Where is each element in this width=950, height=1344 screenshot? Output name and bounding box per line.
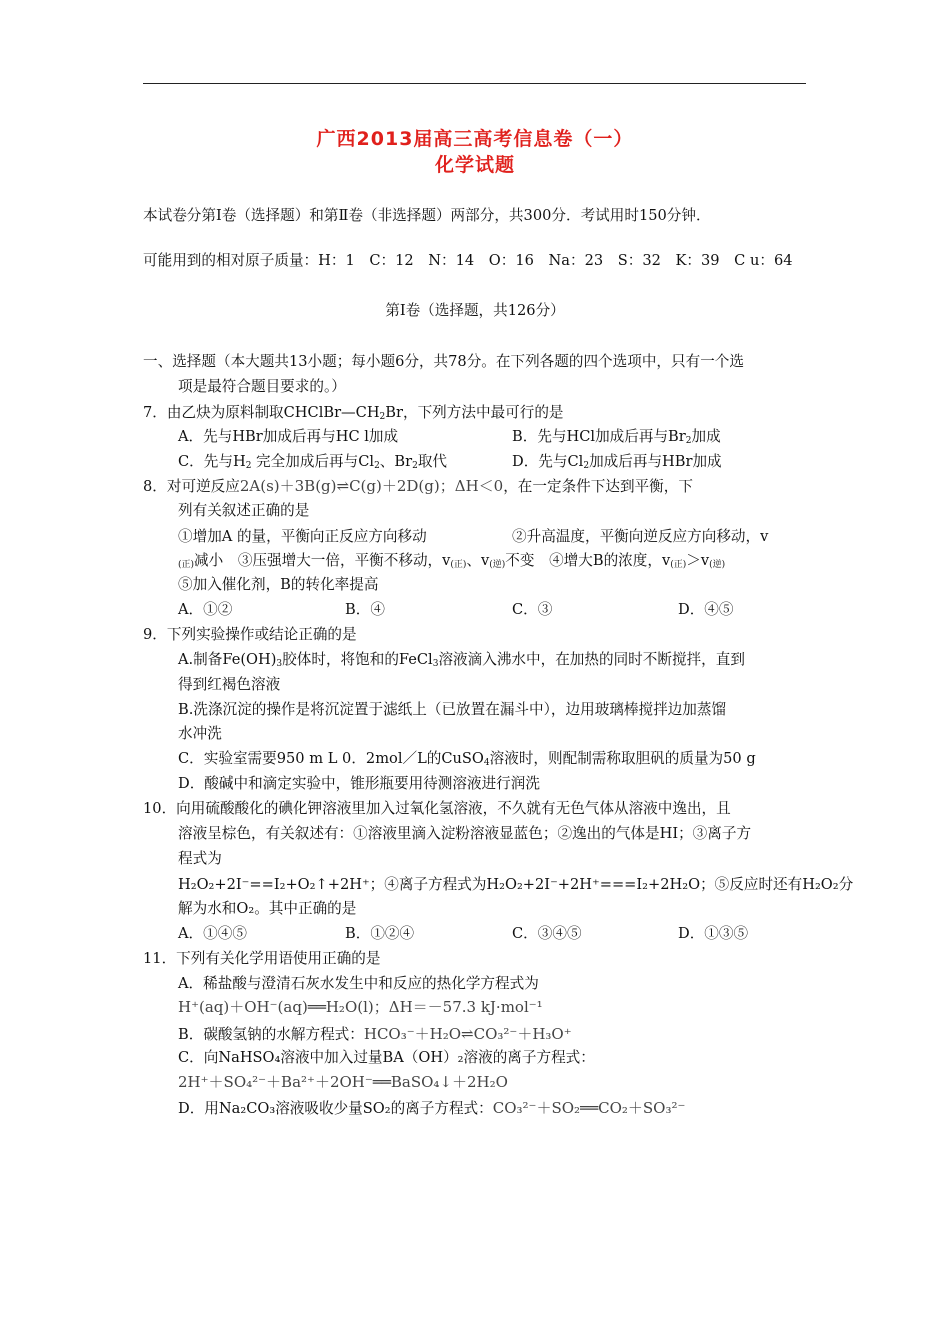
page-subtitle: 化学试题 xyxy=(434,154,515,176)
q11-option-b: B．碳酸氢钠的水解方程式：HCO₃⁻＋H₂O⇌CO₃²⁻＋H₃O⁺ xyxy=(178,1025,572,1043)
q8-option-d: D．④⑤ xyxy=(678,601,734,618)
q11-option-a: A．稀盐酸与澄清石灰水发生中和反应的热化学方程式为 xyxy=(178,975,539,992)
q8-statement-3-4: $_{(正)}$减小 ③压强增大一倍，平衡不移动，$v_{(正)}$、$v_{(逆)}$不变 ④增大B的浓度，$v_{(正)}>v_{(逆)}$ xyxy=(178,552,726,570)
q11-stem: 11．下列有关化学用语使用正确的是 xyxy=(143,950,381,967)
q8-stem: 8．对可逆反应2A(s)＋3B(g)⇌C(g)＋2D(g)；ΔH＜0，在一定条件下达到平衡，下 xyxy=(143,477,693,495)
q8-option-a: A．①② xyxy=(178,601,233,618)
q10-option-c: C．③④⑤ xyxy=(512,925,582,942)
q8-stem-cont: 列有关叙述正确的是 xyxy=(178,502,310,519)
part1-instruction-cont: 项是最符合题目要求的。） xyxy=(178,378,346,395)
q8-statement-1: ①增加A 的量，平衡向正反应方向移动 xyxy=(178,528,427,545)
q10-option-d: D．①③⑤ xyxy=(678,925,749,942)
top-rule xyxy=(143,83,806,84)
q9-option-a-cont: 得到红褐色溶液 xyxy=(178,676,281,693)
q9-option-c: C．实验室需要950 m L 0．2mol／L的CuSO$_4$溶液时，则配制需称取胆矾的质量为50 g xyxy=(178,750,756,768)
q11-option-c: C．向NaHSO₄溶液中加入过量BA（OH）₂溶液的离子方程式： xyxy=(178,1049,595,1066)
q7-option-d: D．先与$Cl_2$加成后再与HBr加成 xyxy=(512,453,722,471)
q9-option-d: D．酸碱中和滴定实验中，锥形瓶要用待测溶液进行润洗 xyxy=(178,775,540,792)
part1-instruction: 一、选择题（本大题共13小题；每小题6分，共78分。在下列各题的四个选项中，只有一个选 xyxy=(143,353,744,370)
q8-statement-2: ②升高温度，平衡向逆反应方向移动，v xyxy=(512,528,769,545)
q10-stem-cont4: 解为水和O₂。其中正确的是 xyxy=(178,900,357,917)
q7-option-a: A．先与HBr加成后再与HC l加成 xyxy=(178,428,399,445)
q10-option-b: B．①②④ xyxy=(345,925,415,942)
q10-stem-cont1: 溶液呈棕色，有关叙述有：①溶液里滴入淀粉溶液显蓝色；②逸出的气体是HI；③离子方 xyxy=(178,825,752,842)
q8-option-c: C．③ xyxy=(512,601,553,618)
intro-text: 本试卷分第Ⅰ卷（选择题）和第Ⅱ卷（非选择题）两部分，共300分．考试用时150分钟． xyxy=(143,207,711,224)
q10-stem: 10．向用硫酸酸化的碘化钾溶液里加入过氧化氢溶液，不久就有无色气体从溶液中逸出，且 xyxy=(143,800,731,817)
q10-stem-cont2: 程式为 xyxy=(178,850,222,867)
q7-option-c: C．先与$H_2$ 完全加成后再与$Cl_2$、$Br_2$取代 xyxy=(178,453,448,471)
q7-stem: 7．由乙炔为原料制取$CHClBr—CH_2Br$，下列方法中最可行的是 xyxy=(143,404,564,422)
q10-stem-cont3: H₂O₂+2I⁻==I₂+O₂↑+2H⁺；④离子方程式为H₂O₂+2I⁻+2H⁺===I₂+2H₂O；⑤反应时还有H₂O₂分 xyxy=(178,876,854,893)
q8-option-b: B．④ xyxy=(345,601,385,618)
q11-option-d: D．用Na₂CO₃溶液吸收少量SO₂的离子方程式：CO₃²⁻＋SO₂══CO₂＋SO₃²⁻ xyxy=(178,1099,686,1117)
q9-option-b: B.洗涤沉淀的操作是将沉淀置于滤纸上（已放置在漏斗中），边用玻璃棒搅拌边加蒸馏 xyxy=(178,701,727,718)
q9-option-a: A.制备$Fe(OH)_3$胶体时，将饱和的FeCl$_3$溶液滴入沸水中，在加热的同时不断搅拌，直到 xyxy=(178,651,745,669)
q8-equation: 2A(s)＋3B(g)⇌C(g)＋2D(g)；ΔH＜0 xyxy=(239,477,504,495)
q9-stem: 9．下列实验操作或结论正确的是 xyxy=(143,626,357,643)
q11-option-c-equation: 2H⁺＋SO₄²⁻＋Ba²⁺＋2OH⁻══BaSO₄↓＋2H₂O xyxy=(178,1073,508,1091)
q9-option-b-cont: 水冲洗 xyxy=(178,725,222,742)
q7-option-b: B．先与HCl加成后再与$Br_2$加成 xyxy=(512,428,721,446)
q10-option-a: A．①④⑤ xyxy=(178,925,247,942)
page-title: 广西2013届高三高考信息卷（一） xyxy=(316,128,634,150)
section-title: 第Ⅰ卷（选择题，共126分） xyxy=(385,302,565,319)
atomic-masses: 可能用到的相对原子质量：H：1 C：12 N：14 O：16 Na：23 S：32 K：39 C u：64 xyxy=(143,252,793,269)
q8-statement-5: ⑤加入催化剂，B的转化率提高 xyxy=(178,576,379,593)
q11-option-b-equation: HCO₃⁻＋H₂O⇌CO₃²⁻＋H₃O⁺ xyxy=(363,1025,572,1043)
q11-option-a-equation: H⁺(aq)＋OH⁻(aq)══H₂O(l)；ΔH＝－57.3 kJ·mol⁻¹ xyxy=(178,998,543,1016)
q11-option-d-equation: CO₃²⁻＋SO₂══CO₂＋SO₃²⁻ xyxy=(492,1099,686,1117)
